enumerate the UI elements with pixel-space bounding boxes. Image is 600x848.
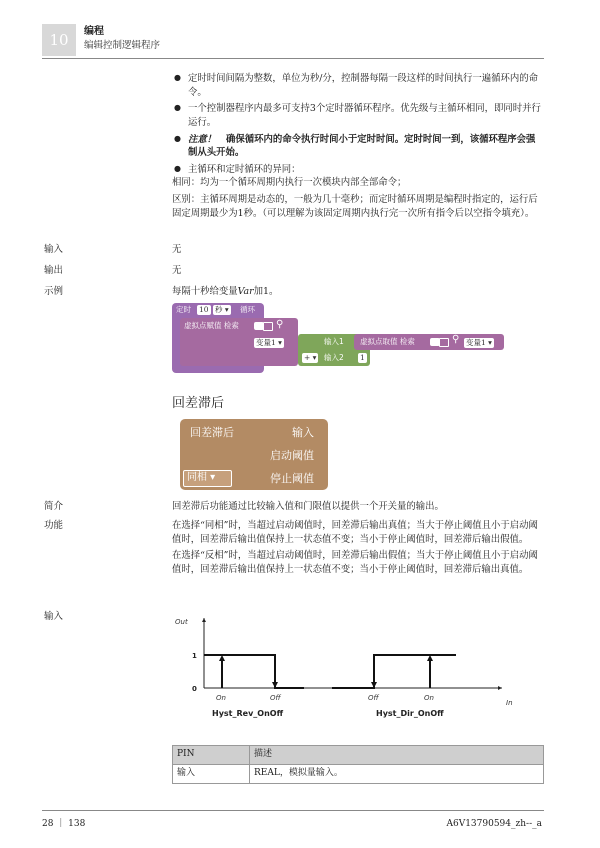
table-row [173, 765, 544, 784]
output-value: 无 [172, 265, 182, 276]
search-icon[interactable]: ⚲ [276, 319, 284, 330]
loop-label: 循环 [240, 305, 255, 314]
input-label: 输入 [44, 244, 64, 255]
bullet-text: 主循环和定时循环的异同： [188, 163, 301, 175]
pin-table [172, 745, 544, 784]
list-item: ● 一个控制器程序内最多可支持3个定时器循环程序。优先级与主循环相同，即同时并行运行。 [174, 103, 541, 128]
table-cell-pin: 输入 [173, 765, 250, 784]
note-label: 注意！ [188, 133, 217, 145]
dir-curve [332, 655, 456, 688]
section-title: 回差滞后 [172, 396, 225, 411]
get-label: 虚拟点取值 检索 [360, 337, 415, 346]
header-title: 编程 [84, 26, 104, 37]
interval-field[interactable]: 10 [199, 305, 209, 314]
function-text-same: 在选择“同相”时，当超过启动阈值时，回差滞后输出真值；当大于停止阈值且小于启动阈值时，回差滞后输出值保持上一状态值不变；当小于停止阈值时，回差滞后输出假值。 [172, 520, 538, 545]
y-tick-0: 0 [192, 685, 197, 693]
header-divider [42, 58, 544, 59]
unit-dropdown[interactable]: 秒 ▾ [215, 305, 229, 314]
input2-label: 输入2 [324, 353, 344, 362]
input-label-2: 输入 [44, 611, 64, 622]
constant-field[interactable]: 1 [360, 353, 365, 362]
retrieve-icon[interactable] [263, 322, 273, 331]
hysteresis-diagram [172, 612, 544, 724]
example-label: 示例 [44, 286, 64, 297]
table-header-desc: 描述 [250, 746, 544, 765]
timer-label: 定时 [176, 305, 191, 314]
intro-text: 回差滞后功能通过比较输入值和门限值以提供一个开关量的输出。 [172, 501, 444, 512]
bullet-text: 定时时间间隔为整数，单位为秒/分，控制器每隔一段这样的时间执行一遍循环内的命令。 [188, 73, 539, 98]
dir-on-label: On [424, 694, 434, 702]
table-cell-desc: REAL，模拟量输入。 [250, 765, 544, 784]
y-axis-label: Out [175, 618, 188, 626]
block-name: 回差滞后 [190, 426, 234, 439]
operator-dropdown[interactable]: + ▾ [304, 353, 317, 362]
page-number: 28 ｜ 138 [42, 819, 86, 829]
y-tick-1: 1 [192, 652, 197, 660]
list-item: ● 定时时间间隔为整数，单位为秒/分，控制器每隔一段这样的时间执行一遍循环内的命令。 [174, 73, 539, 98]
function-label: 功能 [44, 520, 64, 531]
dir-off-label: Off [368, 694, 379, 702]
off-threshold-port: 停止阈值 [270, 472, 314, 485]
note-text: 确保循环内的命令执行时间小于定时时间。定时时间一到，该循环程序会强制从头开始。 [188, 133, 536, 159]
table-header-pin: PIN [173, 746, 250, 765]
rev-on-label: On [216, 694, 226, 702]
similarity-text: 相同：均为一个循环周期内执行一次模块内部全部命令； [172, 177, 407, 189]
function-text-inverse: 在选择“反相”时，当超过启动阈值时，回差滞后输出假值；当大于停止阈值且小于启动阈值时，回差滞后输出值保持上一状态值不变；当小于停止阈值时，回差滞后输出真值。 [172, 550, 538, 575]
footer-divider [42, 810, 544, 811]
header-subtitle: 编辑控制逻辑程序 [84, 40, 161, 51]
difference-text: 区别：主循环周期是动态的，一般为几十毫秒；而定时循环周期是编程时指定的，运行后固定周期最少为1秒。（可以理解为该固定周期内执行完一次所有指令后以空指令填充）。 [172, 194, 538, 219]
on-threshold-port: 启动阈值 [270, 449, 314, 462]
set-label: 虚拟点赋值 检索 [184, 321, 239, 330]
x-arrow-icon [498, 686, 502, 690]
x-axis-label: In [506, 699, 513, 707]
bullet-text: 一个控制器程序内最多可支持3个定时器循环程序。优先级与主循环相同，即同时并行运行。 [188, 103, 541, 128]
variable-dropdown-2[interactable]: 变量1 ▾ [466, 338, 492, 347]
y-arrow-icon [202, 618, 206, 622]
input1-label: 输入1 [324, 337, 344, 346]
bullet-list [172, 72, 544, 220]
mode-dropdown[interactable]: 同相 ▾ [183, 470, 232, 487]
variable-dropdown[interactable]: 变量1 ▾ [256, 338, 282, 347]
chapter-number: 10 [42, 24, 76, 56]
note-item: ● 注意！ 确保循环内的命令执行时间小于定时时间。定时时间一到，该循环程序会强制从头开始。 [174, 132, 536, 159]
input-port: 输入 [292, 426, 314, 439]
dir-caption: Hyst_Dir_OnOff [376, 709, 444, 718]
intro-label: 简介 [44, 501, 64, 512]
document-id: A6V13790594_zh--_a [446, 819, 542, 829]
rev-off-label: Off [270, 694, 281, 702]
output-label: 输出 [44, 265, 64, 276]
rev-curve [204, 655, 304, 688]
retrieve-icon-2[interactable] [439, 338, 449, 347]
table-header-row [173, 746, 544, 765]
input-value: 无 [172, 244, 182, 255]
rev-caption: Hyst_Rev_OnOff [212, 709, 284, 718]
function-text [172, 519, 544, 577]
example-value: 每隔十秒给变量Var加1。 [172, 286, 279, 297]
search-icon-2[interactable]: ⚲ [452, 334, 460, 345]
list-item: ● 主循环和定时循环的异同： [174, 163, 301, 175]
